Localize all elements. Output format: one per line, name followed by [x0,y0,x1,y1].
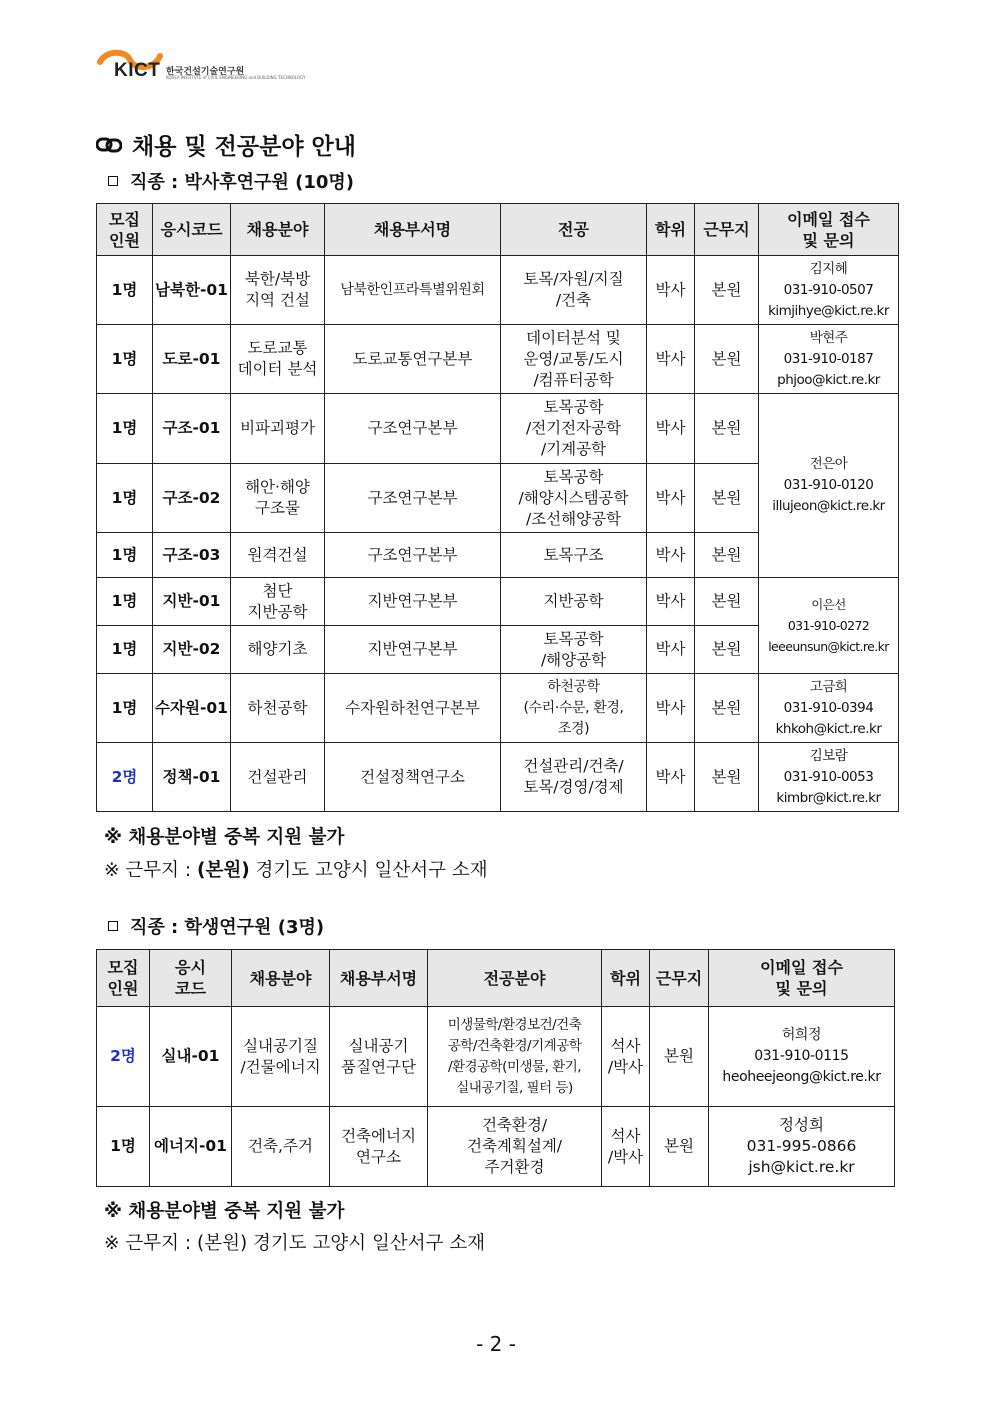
table-row [97,578,899,626]
row-dept: 구조연구본부 [325,464,501,533]
row-field: 첨단 지반공학 [231,578,325,626]
row-count: 1명 [97,578,153,626]
postdoc-subtitle-text: 직종 : 박사후연구원 (10명) [130,172,354,193]
header-contact: 이메일 접수 및 문의 [709,950,895,1007]
student-subtitle [108,913,324,939]
row-field: 북한/북방 지역 건설 [231,256,325,325]
row-location: 본원 [695,626,759,674]
row-code: 구조-02 [153,464,231,533]
row-count: 2명 [97,1007,150,1107]
checkbox-bullet-icon [108,921,118,931]
row-degree: 박사 [647,743,695,812]
row-contact: 김지혜 031-910-0507 kimjihye@kict.re.kr [759,256,899,325]
header-field: 채용분야 [232,950,330,1007]
row-field: 도로교통 데이터 분석 [231,325,325,394]
student-header-row [97,950,895,1007]
row-count: 1명 [97,674,153,743]
row-degree: 박사 [647,578,695,626]
table-row [97,325,899,394]
row-contact: 김보람 031-910-0053 kimbr@kict.re.kr [759,743,899,812]
row-code: 수자원-01 [153,674,231,743]
row-contact: 이은선 031-910-0272 leeeunsun@kict.re.kr [759,578,899,674]
row-code: 지반-02 [153,626,231,674]
row-degree: 박사 [647,626,695,674]
row-degree: 박사 [647,256,695,325]
header-count: 모집 인원 [97,204,153,256]
row-location: 본원 [695,394,759,464]
row-code: 정책-01 [153,743,231,812]
row-field: 비파괴평가 [231,394,325,464]
row-location: 본원 [695,256,759,325]
header-code: 응시 코드 [150,950,232,1007]
row-count: 2명 [97,743,153,812]
row-degree: 박사 [647,674,695,743]
postdoc-note-location [104,856,488,882]
section-title [96,128,356,161]
row-dept: 실내공기 품질연구단 [330,1007,428,1107]
header-dept: 채용부서명 [325,204,501,256]
student-note-duplicate: ※ 채용분야별 중복 지원 불가 [104,1201,345,1222]
row-degree: 박사 [647,464,695,533]
row-degree: 석사 /박사 [602,1107,650,1187]
row-dept: 구조연구본부 [325,394,501,464]
row-major: 지반공학 [501,578,647,626]
row-code: 도로-01 [153,325,231,394]
row-dept: 남북한인프라특별위원회 [325,256,501,325]
row-count: 1명 [97,464,153,533]
row-field: 건축,주거 [232,1107,330,1187]
row-code: 지반-01 [153,578,231,626]
row-contact: 허희정 031-910-0115 heoheejeong@kict.re.kr [709,1007,895,1107]
row-degree: 석사 /박사 [602,1007,650,1107]
note-location-prefix: ※ 근무지 : [104,860,197,881]
row-major: 토목공학 /전기전자공학 /기계공학 [501,394,647,464]
row-dept: 도로교통연구본부 [325,325,501,394]
row-field: 해안·해양 구조물 [231,464,325,533]
header-degree: 학위 [602,950,650,1007]
student-subtitle-text: 직종 : 학생연구원 (3명) [130,917,325,938]
row-dept: 건설정책연구소 [325,743,501,812]
table-row [97,1107,895,1187]
logo-org-name-en: KOREA INSTITUTE of CIVIL ENGINEERING and BUILDING TECHNOLOGY [166,75,306,80]
student-table [96,949,895,1187]
row-major: 토목/자원/지질 /건축 [501,256,647,325]
row-major: 건설관리/건축/ 토목/경영/경제 [501,743,647,812]
row-degree: 박사 [647,394,695,464]
row-code: 실내-01 [150,1007,232,1107]
header-contact: 이메일 접수 및 문의 [759,204,899,256]
row-degree: 박사 [647,325,695,394]
row-field: 실내공기질 /건물에너지 [232,1007,330,1107]
note-location-bold: (본원) [197,860,250,881]
kict-logo [96,48,306,82]
postdoc-table [96,203,899,812]
note-location-suffix: 경기도 고양시 일산서구 소재 [249,860,488,881]
row-code: 구조-03 [153,533,231,578]
row-dept: 수자원하천연구본부 [325,674,501,743]
row-count: 1명 [97,256,153,325]
postdoc-header-row [97,204,899,256]
row-major: 토목공학 /해양시스템공학 /조선해양공학 [501,464,647,533]
row-field: 건설관리 [231,743,325,812]
table-row [97,256,899,325]
row-major: 건축환경/ 건축계획설계/ 주거환경 [428,1107,602,1187]
logo-org-name: 한국건설기술연구원 [166,67,245,77]
header-count: 모집 인원 [97,950,150,1007]
table-row [97,743,899,812]
row-contact: 고금희 031-910-0394 khkoh@kict.re.kr [759,674,899,743]
section-title-text: 채용 및 전공분야 안내 [132,134,356,160]
table-row [97,1007,895,1107]
row-code: 남북한-01 [153,256,231,325]
row-contact: 정성희 031-995-0866 jsh@kict.re.kr [709,1107,895,1187]
row-location: 본원 [695,674,759,743]
header-major: 전공 [501,204,647,256]
row-location: 본원 [695,533,759,578]
row-count: 1명 [97,1107,150,1187]
row-contact: 박현주 031-910-0187 phjoo@kict.re.kr [759,325,899,394]
row-count: 1명 [97,533,153,578]
page-number: - 2 - [476,1332,516,1356]
row-location: 본원 [650,1007,709,1107]
row-dept: 지반연구본부 [325,626,501,674]
row-count: 1명 [97,394,153,464]
header-location: 근무지 [650,950,709,1007]
row-major: 미생물학/환경보건/건축 공학/건축환경/기계공학 /환경공학(미생물, 환기, 실내공기질, 필터 등) [428,1007,602,1107]
postdoc-subtitle [108,168,354,194]
row-location: 본원 [695,325,759,394]
row-location: 본원 [650,1107,709,1187]
row-major: 하천공학 (수리·수문, 환경, 조경) [501,674,647,743]
header-location: 근무지 [695,204,759,256]
row-major: 토목구조 [501,533,647,578]
header-major: 전공분야 [428,950,602,1007]
row-count: 1명 [97,325,153,394]
row-dept: 건축에너지 연구소 [330,1107,428,1187]
row-code: 에너지-01 [150,1107,232,1187]
row-location: 본원 [695,743,759,812]
row-field: 해양기초 [231,626,325,674]
row-location: 본원 [695,464,759,533]
row-degree: 박사 [647,533,695,578]
row-major: 데이터분석 및 운영/교통/도시 /컴퓨터공학 [501,325,647,394]
header-degree: 학위 [647,204,695,256]
row-field: 원격건설 [231,533,325,578]
checkbox-bullet-icon [108,176,118,186]
student-note-location: ※ 근무지 : (본원) 경기도 고양시 일산서구 소재 [104,1233,486,1254]
row-location: 본원 [695,578,759,626]
row-major: 토목공학 /해양공학 [501,626,647,674]
header-dept: 채용부서명 [330,950,428,1007]
row-field: 하천공학 [231,674,325,743]
row-count: 1명 [97,626,153,674]
link-icon [96,136,122,154]
row-dept: 구조연구본부 [325,533,501,578]
row-contact: 전은아 031-910-0120 illujeon@kict.re.kr [759,394,899,578]
row-code: 구조-01 [153,394,231,464]
postdoc-note-duplicate: ※ 채용분야별 중복 지원 불가 [104,827,345,848]
table-row [97,674,899,743]
row-dept: 지반연구본부 [325,578,501,626]
header-code: 응시코드 [153,204,231,256]
logo-abbr: KICT [114,60,161,81]
table-row [97,394,899,464]
header-field: 채용분야 [231,204,325,256]
